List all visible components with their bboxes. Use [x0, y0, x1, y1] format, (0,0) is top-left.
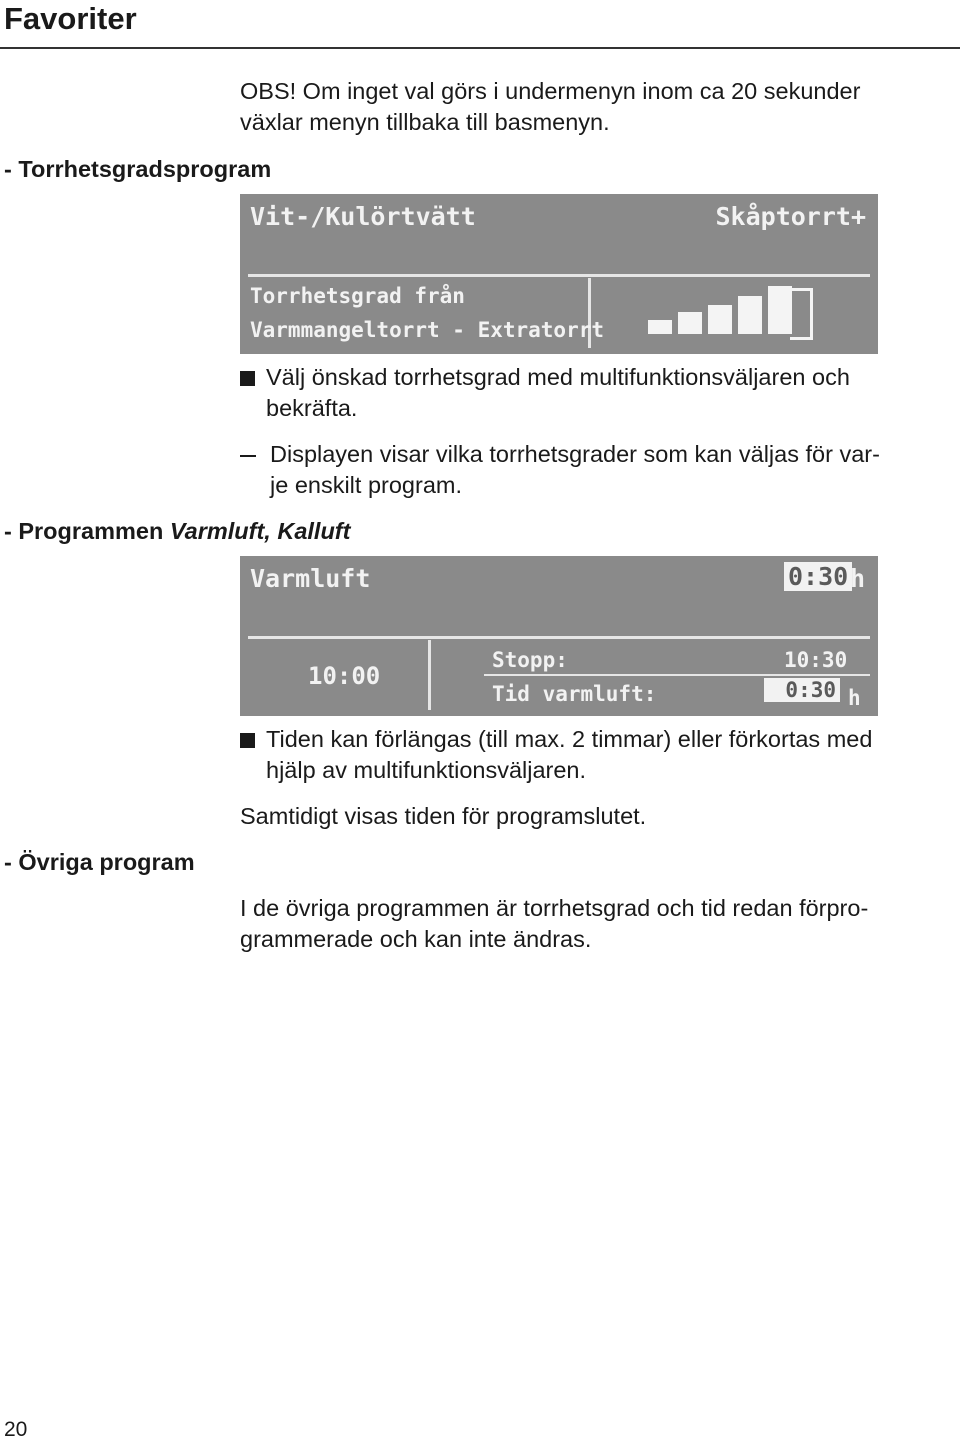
- display-divider: [248, 274, 870, 277]
- other-line-1: I de övriga programmen är torrhetsgrad och tid redan förpro-: [240, 895, 869, 921]
- bullet-icon: [240, 733, 255, 748]
- other-programs-text: [240, 893, 868, 955]
- display-divider: [248, 636, 870, 639]
- dryness-bar: [768, 286, 792, 334]
- result1-line-2: je enskilt program.: [270, 472, 462, 498]
- section-heading-dryness: - Torrhetsgradsprogram: [4, 156, 272, 182]
- step2-line-1: Tiden kan förlängas (till max. 2 timmar) eller förkortas med: [266, 726, 873, 752]
- note-program-end: Samtidigt visas tiden för programslutet.: [240, 803, 647, 829]
- display-row-divider: [484, 674, 870, 676]
- section-heading-other: - Övriga program: [4, 849, 195, 875]
- bullet-icon: [240, 371, 255, 386]
- warm-time-label: Tid varmluft:: [492, 682, 657, 706]
- page-number: 20: [4, 1418, 28, 1441]
- step-select-dryness: [266, 362, 850, 424]
- dryness-bar: [648, 320, 672, 334]
- stop-label: Stopp:: [492, 648, 568, 672]
- warm-heading-programs: Varmluft, Kalluft: [169, 518, 351, 544]
- page-title: Favoriter: [4, 1, 137, 36]
- display-duration: 0:30: [784, 562, 852, 591]
- display-program-name: Varmluft: [250, 564, 371, 593]
- dryness-bar: [678, 312, 702, 334]
- stop-value: 10:30: [784, 648, 848, 672]
- step1-line-1: Välj önskad torrhetsgrad med multifunktionsväljaren och: [266, 364, 850, 390]
- result1-line-1: Displayen visar vilka torrhetsgrader som kan väljas för var-: [270, 441, 880, 467]
- dryness-display: [240, 194, 878, 354]
- dryness-range-label: Torrhetsgrad från: [250, 284, 465, 308]
- warm-time-unit: h: [848, 686, 861, 710]
- warm-heading-prefix: - Programmen: [4, 518, 170, 544]
- section-heading-warm: [4, 516, 350, 546]
- obs-line-2: växlar menyn tillbaka till basmenyn.: [240, 109, 610, 135]
- title-divider: [0, 47, 960, 49]
- display-dryness-setting: Skåptorrt+: [715, 202, 866, 231]
- result-display-info: [270, 439, 880, 501]
- display-program-name: Vit-/Kulörtvätt: [250, 202, 476, 231]
- other-line-2: grammerade och kan inte ändras.: [240, 926, 592, 952]
- dryness-bar: [738, 296, 762, 334]
- step-adjust-time: [266, 724, 872, 786]
- step1-line-2: bekräfta.: [266, 395, 358, 421]
- obs-note: [240, 76, 860, 138]
- display-vertical-divider: [428, 640, 431, 710]
- step2-line-2: hjälp av multifunktionsväljaren.: [266, 757, 587, 783]
- display-clock: 10:00: [308, 662, 381, 690]
- warm-time-value: 0:30: [764, 678, 840, 702]
- display-duration-unit: h: [850, 564, 866, 593]
- warmair-display: [240, 556, 878, 716]
- bracket-icon: [790, 288, 813, 340]
- dash-icon: [240, 455, 256, 457]
- dryness-bar: [708, 305, 732, 334]
- dryness-range-values: Varmmangeltorrt - Extratorrt: [250, 318, 605, 342]
- obs-line-1: OBS! Om inget val görs i undermenyn inom ca 20 sekunder: [240, 78, 861, 104]
